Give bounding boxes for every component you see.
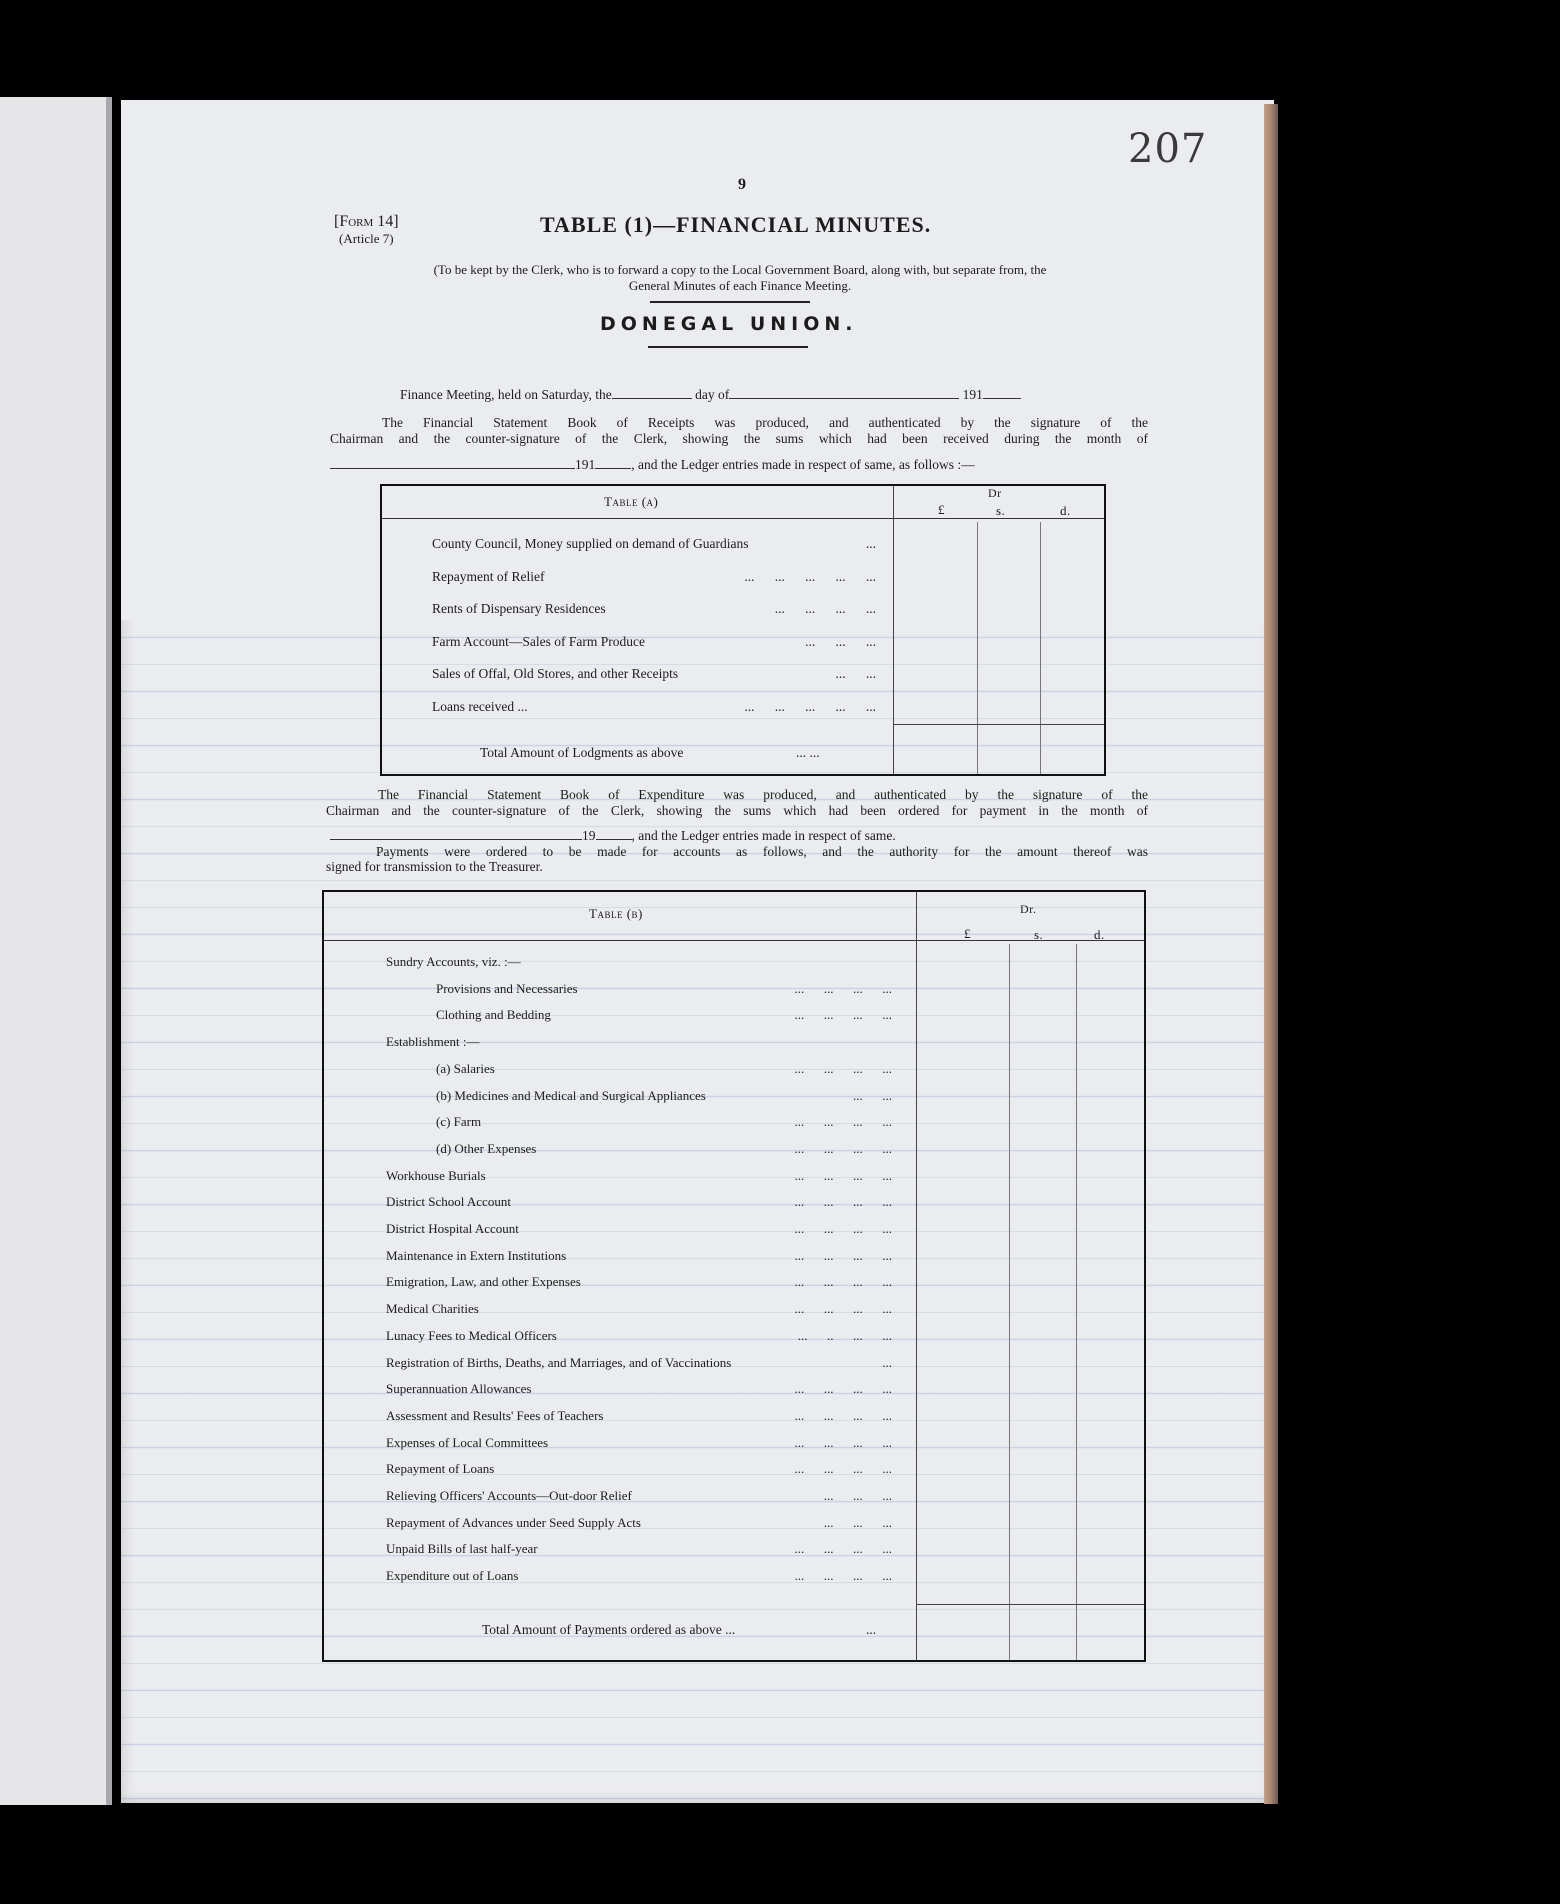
table-b-row-dots: ... ... ... ... [794,1114,892,1130]
table-b-col-divider [1076,944,1077,1660]
table-a-caption [604,494,658,510]
table-a-row-dots: ... ... [835,666,876,681]
table-b-row-dots: ... ... ... ... [794,1221,892,1236]
table-a-col-divider [1040,522,1041,774]
table-b-row-dots: ... ... ... ... [794,1434,892,1450]
table-b-row-label: Sundry Accounts, viz. :— [386,954,521,969]
blank-year-receipts[interactable] [595,456,631,469]
page-edge [1264,104,1278,1804]
folio-number: 9 [738,176,746,193]
table-b-row-dots: ... ... ... ... [794,1301,892,1317]
facing-page-edge [106,97,112,1805]
table-a-total-label: Total Amount of Lodgments as above [480,745,684,760]
expenditure-text-1: The Financial Statement Book of Expenditure was produced, and authenticated by the signature of the [378,787,1148,802]
table-a-row-label: Sales of Offal, Old Stores, and other Receipts [432,666,679,681]
meeting-line [400,386,1021,403]
table-a-row-label: Loans received ... [432,698,528,714]
table-b-row-label: (d) Other Expenses [436,1140,537,1156]
table-b [322,890,1146,1662]
table-b-row-dots: ... ... ... ... [794,1007,892,1023]
blank-month[interactable] [729,386,959,399]
expenditure-text-4: Payments were ordered to be made for accounts as follows, and the authority for the amount thereof was [376,844,1148,859]
table-b-row-dots: ... ... ... ... [794,1194,892,1210]
table-b-row-dots: ... ... ... ... [794,1541,892,1557]
table-b-row-dots: ... ... ... ... [794,1167,892,1183]
receipts-para-line-2: Chairman and the counter-signature of the Clerk, showing the sums which had been received during the month of [330,431,1148,446]
page-title: TABLE (1)—FINANCIAL MINUTES. [540,212,932,237]
table-b-row-label: Medical Charities [386,1301,479,1317]
receipts-text-1: The Financial Statement Book of Receipts was produced, and authenticated by the signature of the [382,415,1148,430]
table-b-row-label: (b) Medicines and Medical and Surgical Appliances [436,1087,706,1103]
table-b-row-label: Repayment of Advances under Seed Supply Acts [386,1514,641,1530]
table-b-row-label: Superannuation Allowances [386,1381,532,1397]
table-b-total-rule [916,1604,1144,1605]
table-b-row-label: Expenses of Local Committees [386,1434,549,1450]
union-heading: DONEGAL UNION. [600,313,858,335]
table-b-row-label: Assessment and Results' Fees of Teachers [386,1407,604,1423]
table-b-row-dots: ... ... ... ... [794,1461,892,1477]
table-b-row-label: Emigration, Law, and other Expenses [386,1274,581,1290]
expenditure-text-3: , and the Ledger entries made in respect of same. [631,828,896,843]
table-a-col-divider [977,522,978,774]
table-b-row-label: Repayment of Loans [386,1461,495,1477]
table-b-row-dots: ... ... ... ... [794,1060,892,1076]
article-reference: (Article 7) [339,231,394,246]
table-a-col-divider [893,486,894,774]
receipts-text-3: , and the Ledger entries made in respect of same, as follows :— [631,457,975,472]
table-a-row-dots: ... ... ... ... [774,601,876,616]
table-b-row-dots: ... ... ... [823,1514,892,1530]
receipts-year: 191 [575,457,596,472]
table-b-col-d: d. [1094,927,1105,942]
table-b-row-label: Expenditure out of Loans [386,1568,519,1584]
blank-month-expenditure[interactable] [330,827,582,840]
table-a-row-dots: ... [865,536,876,551]
table-b-row-dots: ... ... ... ... [794,1381,892,1397]
table-b-row-dots: ... ... [853,1087,892,1103]
table-a-row-label: Rents of Dispensary Residences [432,601,606,616]
form-reference [334,213,399,247]
table-b-row-label: Unpaid Bills of last half-year [386,1541,538,1557]
facing-page [0,97,112,1805]
table-b-row-dots: ... [882,1354,892,1370]
table-b-col-pound: £ [964,926,971,941]
table-a-col-d: d. [1060,503,1071,518]
divider-rule [648,346,808,348]
table-a-col-s: s. [996,503,1006,518]
table-a-row-dots: ... ... ... [805,633,876,649]
form-number: [Form 14] [334,213,399,230]
instruction-text [330,262,1150,294]
table-b-row-dots: ... ... ... ... [794,1274,892,1290]
table-b-row-label: District Hospital Account [386,1221,519,1236]
table-b-row-label: (a) Salaries [436,1060,495,1076]
table-a-header-rule [382,518,1104,519]
instruction-line-2: General Minutes of each Finance Meeting. [628,278,852,293]
table-b-row-dots: ... ... ... ... [794,1568,892,1584]
expenditure-year: 19 [582,828,596,843]
blank-year-expenditure[interactable] [596,827,632,840]
expenditure-para-line-3 [330,827,896,844]
table-b-row-label: Registration of Births, Deaths, and Marriages, and of Vaccinations [386,1354,732,1370]
table-b-caption [589,906,643,922]
table-b-row-label: Establishment :— [386,1034,480,1050]
divider-rule [650,301,810,303]
table-a-row-dots: ... ... ... ... ... [744,568,876,584]
instruction-line-1: (To be kept by the Clerk, who is to forward a copy to the Local Government Board, along with, but separate from, the [433,262,1047,277]
table-a-total-rule [893,724,1104,725]
table-b-row-label: Lunacy Fees to Medical Officers [386,1327,557,1343]
blank-day[interactable] [612,386,692,399]
table-b-total-label: Total Amount of Payments ordered as above ... [482,1622,736,1637]
table-b-row-dots: ... ... ... ... [794,1407,892,1423]
table-a-caption-text: Table (a) [604,494,659,509]
table-b-col-s: s. [1034,927,1044,942]
table-b-col-divider [1009,944,1010,1660]
meeting-line-text-c: 191 [962,387,983,402]
table-b-row-label: Provisions and Necessaries [436,980,578,996]
table-b-row-dots: ... ... ... ... [794,1140,892,1156]
receipts-para-line-3 [330,456,975,473]
table-a-row-label: Farm Account—Sales of Farm Produce [432,633,645,649]
page-stamp-number: 207 [1128,126,1208,172]
table-a-total-dots: ... ... [796,745,820,760]
table-b-row-label: Relieving Officers' Accounts—Out-door Relief [386,1488,632,1503]
table-b-row-dots: ... ... ... ... [794,980,892,996]
blank-year[interactable] [983,386,1021,399]
meeting-line-text-b: day of [695,387,730,402]
table-b-row-dots: ... ... ... ... [794,1247,892,1263]
table-b-row-label: Maintenance in Extern Institutions [386,1247,567,1263]
expenditure-para-line-2: Chairman and the counter-signature of the Clerk, showing the sums which had been ordered for payment in the month of [326,803,1148,818]
expenditure-para-line-1 [326,786,1148,803]
table-b-header-rule [324,940,1144,941]
table-b-col-divider [916,892,917,1660]
table-b-caption-text: Table (b) [589,906,643,921]
table-b-row-label: District School Account [386,1194,511,1210]
table-a-row-dots: ... ... ... ... ... [744,698,876,714]
table-b-total-dots: ... [866,1622,877,1637]
table-a-dr: Dr [988,486,1002,500]
table-b-row-label: Workhouse Burials [386,1167,486,1183]
table-a-col-pound: £ [938,502,945,517]
table-b-row-label: Clothing and Bedding [436,1007,551,1023]
table-a [380,484,1106,776]
table-b-dr: Dr. [1020,902,1037,916]
table-a-row-label: County Council, Money supplied on demand of Guardians [432,536,749,551]
expenditure-para-line-5: signed for transmission to the Treasurer. [326,859,543,874]
meeting-line-text-a: Finance Meeting, held on Saturday, the [400,387,612,402]
table-b-row-dots: ... ... ... [823,1488,892,1503]
table-b-row-label: (c) Farm [436,1114,482,1130]
table-a-row-label: Repayment of Relief [432,568,545,584]
receipts-para-line-1 [330,414,1148,431]
blank-month-receipts[interactable] [330,456,575,469]
table-b-row-dots: ... .. ... ... [797,1327,892,1343]
